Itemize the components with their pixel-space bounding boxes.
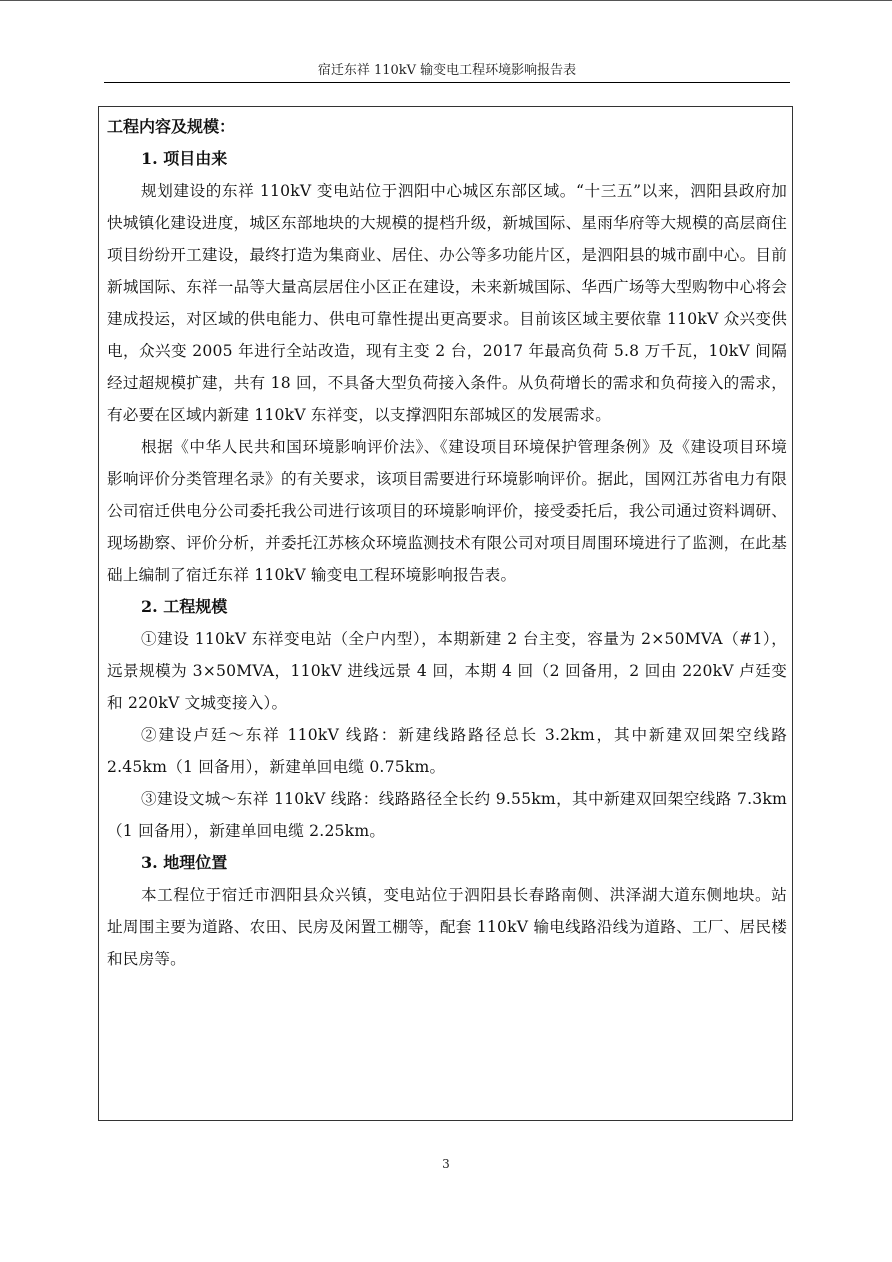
page-header: 宿迁东祥 110kV 输变电工程环境影响报告表 [317, 63, 577, 78]
paragraph-substation-scale: ①建设 110kV 东祥变电站（全户内型），本期新建 2 台主变，容量为 2×50MVA（#1），远景规模为 3×50MVA，110kV 进线远景 4 回，本期 4 回（2 回备用，2 回由 220kV 卢廷变和 220kV 文城变接入）。 [107, 630, 787, 712]
header-divider [104, 82, 790, 83]
paragraph-wencheng-line: ③建设文城～东祥 110kV 线路：线路路径全长约 9.55km，其中新建双回架空线路 7.3km（1 回备用），新建单回电缆 2.25km。 [107, 790, 787, 840]
document-body [107, 111, 787, 975]
paragraph-assessment-basis: 根据《中华人民共和国环境影响评价法》、《建设项目环境保护管理条例》及《建设项目环境影响评价分类管理名录》的有关要求，该项目需要进行环境影响评价。据此，国网江苏省电力有限公司宿迁供电分公司委托我公司进行该项目的环境影响评价，接受委托后，我公司通过资料调研、现场勘察、评价分析，并委托江苏核众环境监测技术有限公司对项目周围环境进行了监测，在此基础上编制了宿迁东祥 110kV 输变电工程环境影响报告表。 [107, 438, 787, 584]
page-number: 3 [442, 1157, 450, 1171]
heading-project-scale: 2. 工程规模 [141, 597, 228, 616]
section-title: 工程内容及规模： [107, 117, 236, 136]
paragraph-location: 本工程位于宿迁市泗阳县众兴镇，变电站位于泗阳县长春路南侧、洪泽湖大道东侧地块。站址周围主要为道路、农田、民房及闲置工棚等，配套 110kV 输电线路沿线为道路、工厂、居民楼和民房等。 [107, 886, 787, 968]
heading-location: 3. 地理位置 [141, 853, 228, 872]
paragraph-luting-line: ②建设卢廷～东祥 110kV 线路：新建线路路径总长 3.2km，其中新建双回架空线路 2.45km（1 回备用），新建单回电缆 0.75km。 [107, 726, 787, 776]
heading-project-origin: 1. 项目由来 [141, 149, 228, 168]
top-border-line [0, 0, 892, 1]
paragraph-project-background: 规划建设的东祥 110kV 变电站位于泗阳中心城区东部区域。“十三五”以来，泗阳县政府加快城镇化建设进度，城区东部地块的大规模的提档升级，新城国际、星雨华府等大规模的高层商住项目纷纷开工建设，最终打造为集商业、居住、办公等多功能片区，是泗阳县的城市副中心。目前新城国际、东祥一品等大量高层居住小区正在建设，未来新城国际、华西广场等大型购物中心将会建成投运，对区域的供电能力、供电可靠性提出更高要求。目前该区域主要依靠 110kV 众兴变供电，众兴变 2005 年进行全站改造，现有主变 2 台，2017 年最高负荷 5.8 万千瓦，10kV 间隔经过超规模扩建，共有 18 回，不具备大型负荷接入条件。从负荷增长的需求和负荷接入的需求，有必要在区域内新建 110kV 东祥变，以支撑泗阳东部城区的发展需求。 [107, 182, 787, 424]
